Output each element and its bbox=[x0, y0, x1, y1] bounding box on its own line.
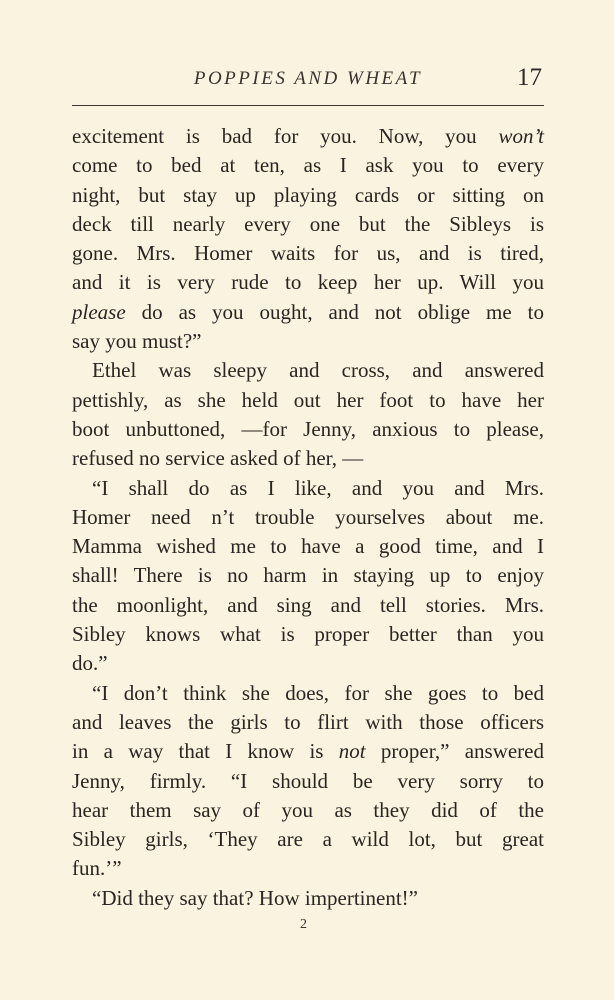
text-line: the moonlight, and sing and tell stories. Mrs. bbox=[72, 592, 544, 617]
text-line: pettishly, as she held out her foot to have her bbox=[72, 387, 544, 412]
text-line: shall! There is no harm in staying up to enjoy bbox=[72, 563, 544, 588]
text-line: Homer need n’t trouble yourselves about me. bbox=[72, 504, 544, 529]
text-line: “Did they say that? How impertinent!” bbox=[92, 885, 418, 910]
text-line: please do as you ought, and not oblige me to bbox=[72, 299, 544, 324]
text-line: night, but stay up playing cards or sitting on bbox=[72, 182, 544, 207]
text-line: Ethel was sleepy and cross, and answered bbox=[92, 358, 544, 383]
text-line: say you must?” bbox=[72, 329, 202, 354]
text-line: Sibley girls, ‘They are a wild lot, but great bbox=[72, 827, 544, 852]
emphasis: please bbox=[72, 299, 126, 324]
signature-mark: 2 bbox=[300, 917, 307, 932]
text-line: and leaves the girls to flirt with those officers bbox=[72, 709, 544, 734]
text-line: boot unbuttoned, —for Jenny, anxious to please, bbox=[72, 416, 544, 441]
text-line: gone. Mrs. Homer waits for us, and is tired, bbox=[72, 241, 544, 266]
text-line: Sibley knows what is proper better than you bbox=[72, 622, 544, 647]
text-line: Jenny, firmly. “I should be very sorry to bbox=[72, 768, 544, 793]
body-text bbox=[72, 122, 544, 913]
text-line: come to bed at ten, as I ask you to every bbox=[72, 153, 544, 178]
page-number: 17 bbox=[517, 64, 542, 91]
text-line: excitement is bad for you. Now, you won’t bbox=[72, 124, 544, 148]
text-line: fun.’” bbox=[72, 856, 122, 881]
text-line: do.” bbox=[72, 651, 108, 676]
text-line: and it is very rude to keep her up. Will you bbox=[72, 270, 544, 295]
running-title: POPPIES AND WHEAT bbox=[193, 68, 423, 89]
emphasis: won’t bbox=[498, 124, 544, 148]
text-line: refused no service asked of her, — bbox=[72, 446, 364, 471]
text-line: “I shall do as I like, and you and Mrs. bbox=[92, 475, 544, 500]
header-rule bbox=[72, 105, 544, 106]
text-line: hear them say of you as they did of the bbox=[72, 797, 544, 822]
emphasis: not bbox=[338, 739, 366, 764]
text-line: “I don’t think she does, for she goes to bed bbox=[92, 680, 544, 705]
text-line: deck till nearly every one but the Sibleys is bbox=[72, 211, 544, 236]
text-line: in a way that I know is not proper,” answered bbox=[72, 739, 544, 764]
running-head bbox=[72, 64, 544, 100]
text-line: Mamma wished me to have a good time, and I bbox=[72, 534, 544, 559]
